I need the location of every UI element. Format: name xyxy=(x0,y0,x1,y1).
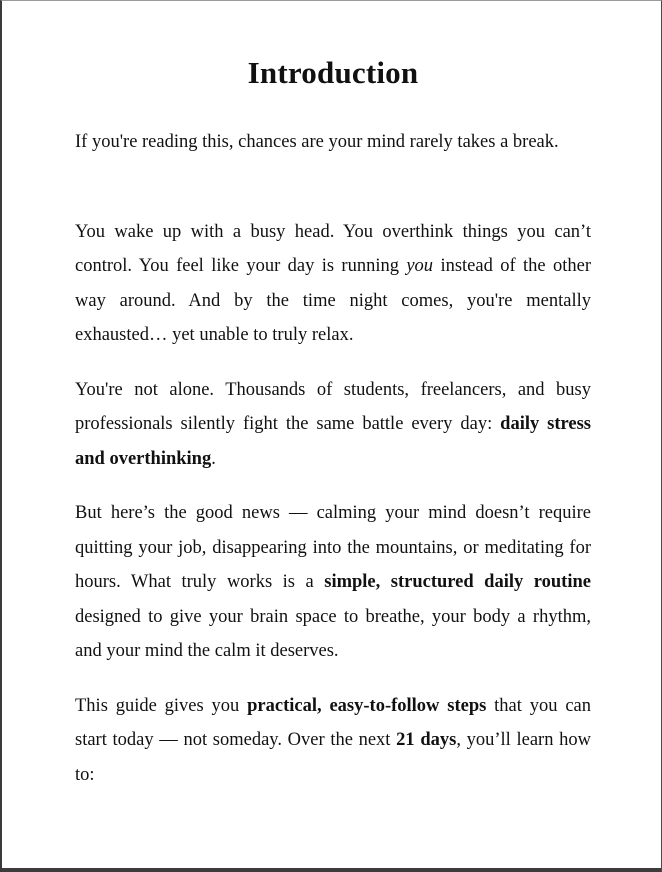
bottom-edge-bar xyxy=(2,868,661,872)
paragraph-not-alone-text-b: . xyxy=(211,448,216,469)
paragraph-guide xyxy=(75,689,591,793)
paragraph-not-alone-text-a: You're not alone. Thousands of students, freelancers, and busy professionals silently fight the same battle every day: xyxy=(75,379,591,434)
paragraph-busy-head xyxy=(75,215,591,353)
paragraph-good-news-text-a: But here’s the good news — calming your mind doesn’t require quitting your job, disappearing into the mountains, or meditating for hours. What truly works is a xyxy=(75,503,591,592)
emphasis-you: you xyxy=(406,256,434,276)
paragraph-guide-text-a: This guide gives you xyxy=(75,695,248,716)
bold-structured-routine: simple, structured daily routine xyxy=(324,572,591,592)
paragraph-busy-head-text-a: You wake up with a busy head. You overthink things you can’t control. You feel like your day is running xyxy=(75,221,591,276)
bold-practical-steps: practical, easy-to-follow steps xyxy=(247,695,487,716)
paragraph-good-news-text-b: designed to give your brain space to breathe, your body a rhythm, and your mind the calm it deserves. xyxy=(75,606,591,661)
page-title: Introduction xyxy=(247,55,419,90)
paragraph-guide-text-c: , you’ll learn how to: xyxy=(75,730,591,785)
paragraph-good-news xyxy=(75,496,591,669)
bold-daily-stress: daily stress and overthinking xyxy=(75,414,592,469)
bold-21-days: 21 days xyxy=(396,730,457,750)
paragraph-intro xyxy=(75,125,591,160)
paragraph-guide-text-b: that you can start today — not someday. Over the next xyxy=(75,695,591,750)
paragraph-not-alone xyxy=(75,373,591,477)
paragraph-busy-head-text-b: instead of the other way around. And by the time night comes, you're mentally exhausted… yet unable to truly relax. xyxy=(75,256,591,345)
paragraph-intro-text: If you're reading this, chances are your mind rarely takes a break. xyxy=(75,132,559,152)
page-content xyxy=(75,1,591,792)
